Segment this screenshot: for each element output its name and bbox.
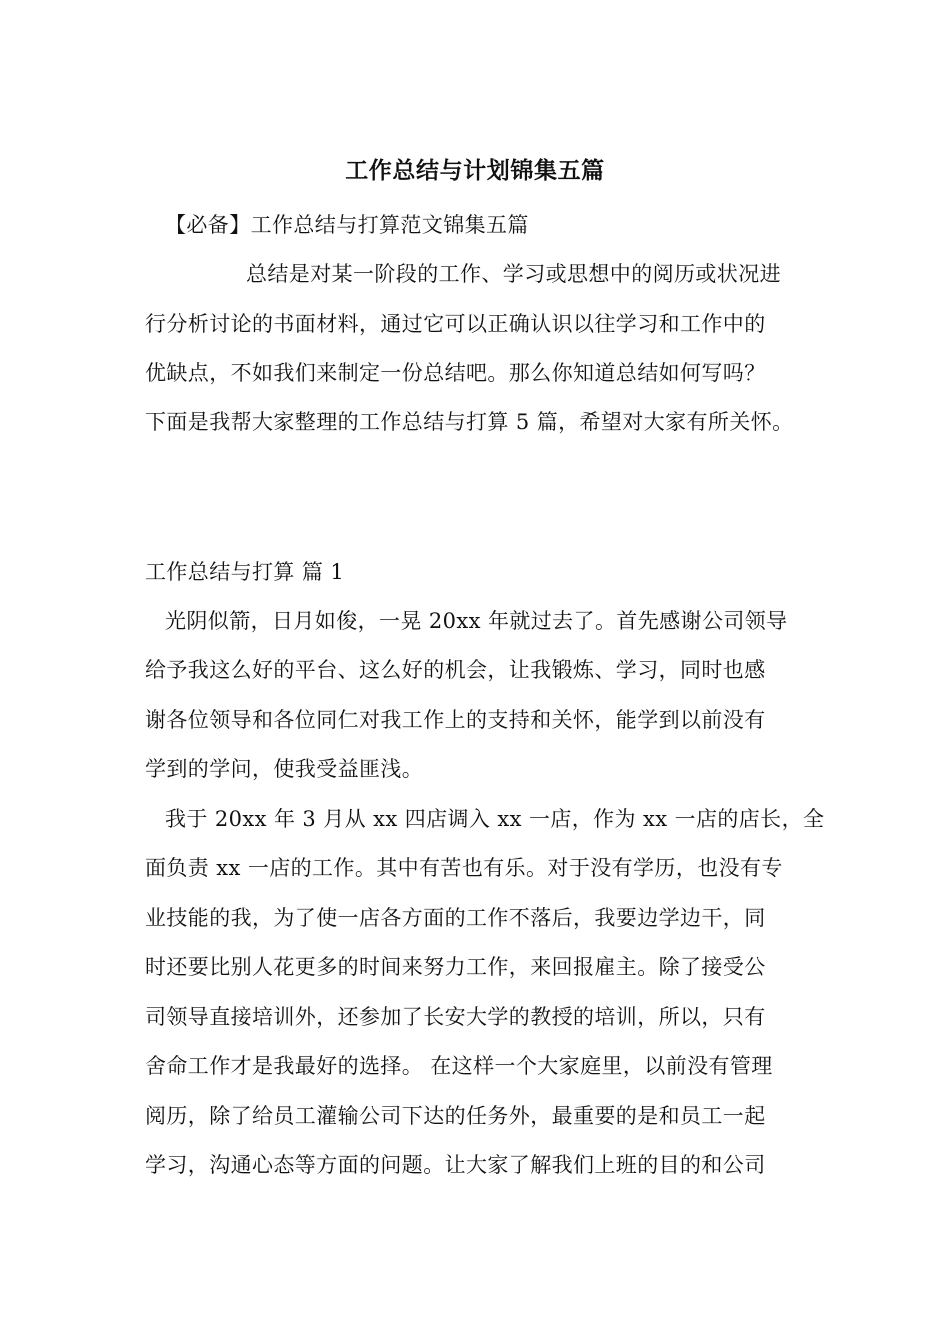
paragraph-line: 业技能的我，为了使一店各方面的工作不落后，我要边学边干，同 — [145, 906, 766, 930]
document-subtitle: 【必备】工作总结与打算范文锦集五篇 — [165, 213, 529, 237]
paragraph-line: 学习，沟通心态等方面的问题。让大家了解我们上班的目的和公司 — [145, 1153, 766, 1177]
paragraph-line: 面负责 xx 一店的工作。其中有苦也有乐。对于没有学历，也没有专 — [145, 856, 783, 880]
intro-line: 优缺点，不如我们来制定一份总结吧。那么你知道总结如何写吗？ — [145, 361, 766, 385]
paragraph-line: 谢各位领导和各位同仁对我工作上的支持和关怀，能学到以前没有 — [145, 708, 766, 732]
paragraph-line: 阅历，除了给员工灌输公司下达的任务外，最重要的是和员工一起 — [145, 1104, 766, 1128]
paragraph-line: 我于 20xx 年 3 月从 xx 四店调入 xx 一店，作为 xx 一店的店长，全 — [165, 807, 825, 831]
paragraph-line: 光阴似箭，日月如俊，一晃 20xx 年就过去了。首先感谢公司领导 — [165, 609, 788, 633]
section-heading: 工作总结与打算 篇 1 — [145, 560, 345, 584]
paragraph-line: 时还要比别人花更多的时间来努力工作，来回报雇主。除了接受公 — [145, 955, 766, 979]
document-title: 工作总结与计划锦集五篇 — [345, 157, 605, 184]
intro-line: 下面是我帮大家整理的工作总结与打算 5 篇，希望对大家有所关怀。 — [145, 410, 794, 434]
paragraph-line: 学到的学问，使我受益匪浅。 — [145, 757, 424, 781]
paragraph-line: 给予我这么好的平台、这么好的机会，让我锻炼、学习，同时也感 — [145, 658, 766, 682]
intro-line: 行分析讨论的书面材料，通过它可以正确认识以往学习和工作中的 — [145, 312, 766, 336]
paragraph-line: 司领导直接培训外，还参加了长安大学的教授的培训，所以，只有 — [145, 1005, 766, 1029]
paragraph-line: 舍命工作才是我最好的选择。 在这样一个大家庭里，以前没有管理 — [145, 1054, 773, 1078]
intro-line: 总结是对某一阶段的工作、学习或思想中的阅历或状况进 — [246, 262, 781, 286]
